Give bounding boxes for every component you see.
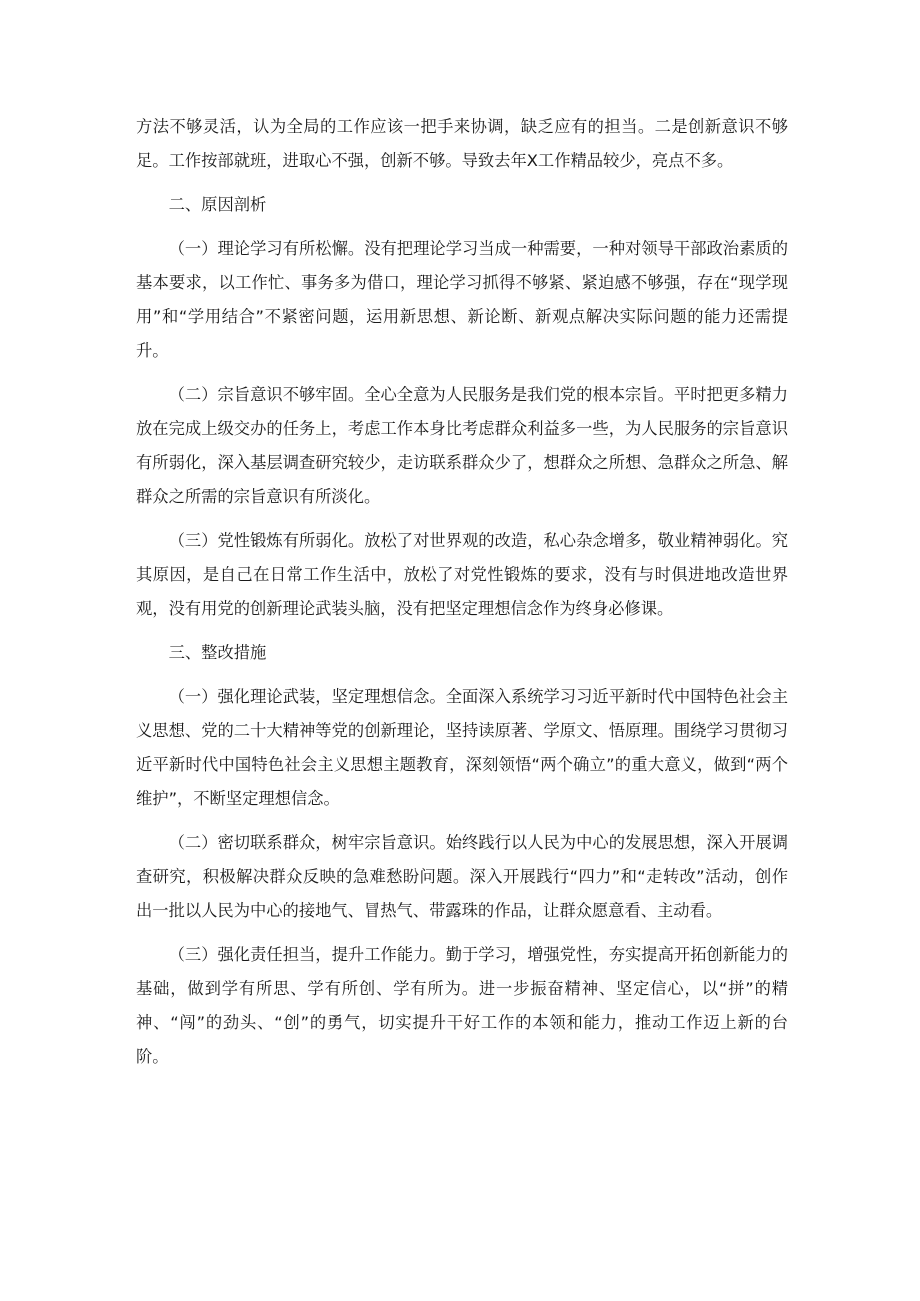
section-heading-cause-analysis: 二、原因剖析 xyxy=(168,195,267,214)
paragraph-cause-3: （三）党性锻炼有所弱化。放松了对世界观的改造，私心杂念增多，敬业精神弱化。究其原因，是自己在日常工作生活中，放松了对党性锻炼的要求，没有与时俱进地改造世界观，没有用党的创新理论武装头脑，没有把坚定理想信念作为终身必修课。 xyxy=(136,531,788,618)
paragraph-measure-1: （一）强化理论武装，坚定理想信念。全面深入系统学习习近平新时代中国特色社会主义思想、党的二十大精神等党的创新理论，坚持读原著、学原文、悟原理。围绕学习贯彻习近平新时代中国特色社会主义思想主题教育，深刻领悟“两个确立”的重大意义，做到“两个维护”，不断坚定理想信念。 xyxy=(136,687,788,808)
paragraph-cause-2: （二）宗旨意识不够牢固。全心全意为人民服务是我们党的根本宗旨。平时把更多精力放在完成上级交办的任务上，考虑工作本身比考虑群众利益多一些，为人民服务的宗旨意识有所弱化，深入基层调查研究较少，走访联系群众少了，想群众之所想、急群众之所急、解群众之所需的宗旨意识有所淡化。 xyxy=(136,385,788,506)
paragraph-cause-1: （一）理论学习有所松懈。没有把理论学习当成一种需要，一种对领导干部政治素质的基本要求，以工作忙、事务多为借口，理论学习抓得不够紧、紧迫感不够强，存在“现学现用”和“学用结合”不紧密问题，运用新思想、新论断、新观点解决实际问题的能力还需提升。 xyxy=(136,239,788,360)
document-body xyxy=(136,110,788,1074)
continued-paragraph: 方法不够灵活，认为全局的工作应该一把手来协调，缺乏应有的担当。二是创新意识不够足。工作按部就班，进取心不强，创新不够。导致去年X工作精品较少，亮点不多。 xyxy=(136,117,788,170)
section-heading-rectification: 三、整改措施 xyxy=(168,643,267,662)
paragraph-measure-3: （三）强化责任担当，提升工作能力。勤于学习，增强党性，夯实提高开拓创新能力的基础，做到学有所思、学有所创、学有所为。进一步振奋精神、坚定信心，以“拼”的精神、“闯”的劲头、“创”的勇气，切实提升干好工作的本领和能力，推动工作迈上新的台阶。 xyxy=(136,945,788,1066)
paragraph-measure-2: （二）密切联系群众，树牢宗旨意识。始终践行以人民为中心的发展思想，深入开展调查研究，积极解决群众反映的急难愁盼问题。深入开展践行“四力”和“走转改”活动，创作出一批以人民为中心的接地气、冒热气、带露珠的作品，让群众愿意看、主动看。 xyxy=(136,833,788,920)
